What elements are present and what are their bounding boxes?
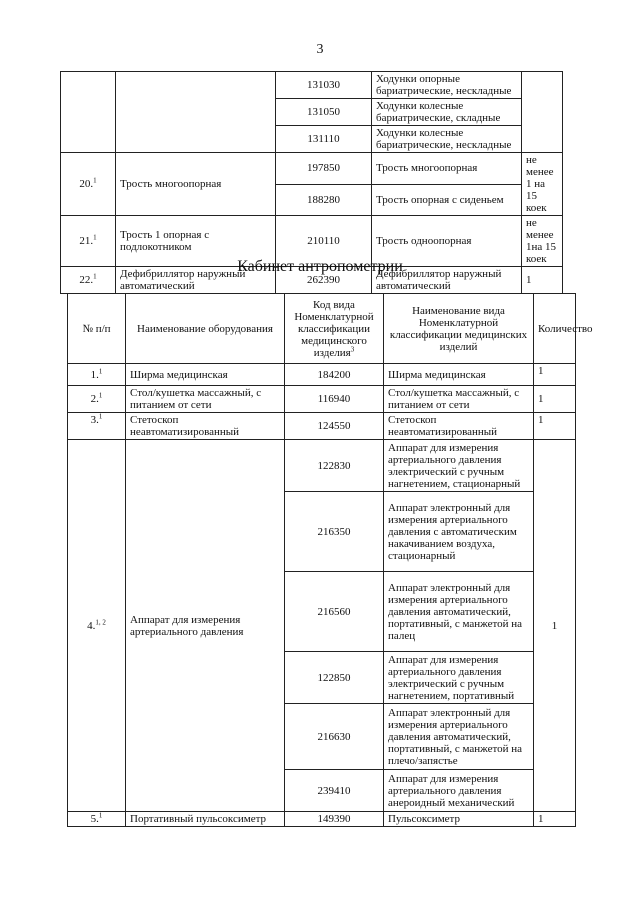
row-number: 4.$^{1, 2}$ <box>68 440 126 812</box>
row-number: 3.$^1$ <box>68 413 126 440</box>
quantity: 1 <box>534 812 576 827</box>
nomenclature-name: Аппарат электронный для измерения артериального давления автоматический, портативный, с манжетой на плечо/запястье <box>384 704 534 770</box>
equipment-name <box>116 72 276 153</box>
header-number: № п/п <box>68 294 126 364</box>
row-number: 2.$^1$ <box>68 386 126 413</box>
row-number: 5.$^1$ <box>68 812 126 827</box>
quantity: не менее 1 на 15 коек <box>522 153 563 216</box>
quantity: 1 <box>534 440 576 812</box>
table-row <box>68 440 576 492</box>
quantity: 1 <box>534 413 576 440</box>
equipment-name: Ширма медицинская <box>126 364 285 386</box>
table-header-row <box>68 294 576 364</box>
row-number: 1.$^1$ <box>68 364 126 386</box>
nomenclature-code: 131050 <box>276 99 372 126</box>
row-number <box>61 72 116 153</box>
nomenclature-name: Ходунки колесные бариатрические, складные <box>372 99 522 126</box>
nomenclature-code: 131030 <box>276 72 372 99</box>
nomenclature-code: 188280 <box>276 184 372 216</box>
equipment-name: Аппарат для измерения артериального давления <box>126 440 285 812</box>
nomenclature-code: 122850 <box>285 652 384 704</box>
nomenclature-name: Ширма медицинская <box>384 364 534 386</box>
equipment-name: Портативный пульсоксиметр <box>126 812 285 827</box>
row-number: 20.$^1$ <box>61 153 116 216</box>
header-equipment-name: Наименование оборудования <box>126 294 285 364</box>
nomenclature-code: 197850 <box>276 153 372 185</box>
quantity <box>522 72 563 153</box>
nomenclature-name: Пульсоксиметр <box>384 812 534 827</box>
table-row <box>68 364 576 386</box>
nomenclature-code: 131110 <box>276 126 372 153</box>
row-number: 22.$^1$ <box>61 267 116 294</box>
nomenclature-code: 239410 <box>285 770 384 812</box>
equipment-name: Стол/кушетка массажный, с питанием от сети <box>126 386 285 413</box>
anthropometry-equipment-table <box>67 293 593 827</box>
equipment-name: Стетоскоп неавтоматизированный <box>126 413 285 440</box>
nomenclature-name: Аппарат для измерения артериального давления электрический с ручным нагнетением, стационарный <box>384 440 534 492</box>
nomenclature-name: Ходунки колесные бариатрические, нескладные <box>372 126 522 153</box>
header-nomenclature-name: Наименование вида Номенклатурной классификации медицинских изделий <box>384 294 534 364</box>
equipment-name: Трость многоопорная <box>116 153 276 216</box>
nomenclature-name: Стол/кушетка массажный, с питанием от сети <box>384 386 534 413</box>
quantity: 1 <box>534 364 576 386</box>
quantity: 1 <box>534 386 576 413</box>
nomenclature-name: Аппарат для измерения артериального давления электрический с ручным нагнетением, портативный <box>384 652 534 704</box>
nomenclature-code: 122830 <box>285 440 384 492</box>
nomenclature-code: 149390 <box>285 812 384 827</box>
nomenclature-code: 216630 <box>285 704 384 770</box>
quantity: не менее 1на 15 коек <box>522 216 563 267</box>
page-number: 3 <box>316 42 324 57</box>
nomenclature-name: Аппарат электронный для измерения артериального давления с автоматическим накачиванием воздуха, стационарный <box>384 492 534 572</box>
table-row <box>61 72 563 99</box>
nomenclature-name: Трость одноопорная <box>372 216 522 267</box>
nomenclature-code: 210110 <box>276 216 372 267</box>
nomenclature-name: Аппарат для измерения артериального давления анероидный механический <box>384 770 534 812</box>
table-row <box>68 386 576 413</box>
nomenclature-code: 216560 <box>285 572 384 652</box>
section-title: Кабинет антропометрии <box>237 258 403 275</box>
nomenclature-name: Стетоскоп неавтоматизированный <box>384 413 534 440</box>
nomenclature-code: 116940 <box>285 386 384 413</box>
table-row <box>68 413 576 440</box>
quantity: 1 <box>522 267 563 294</box>
nomenclature-name: Аппарат электронный для измерения артериального давления автоматический, портативный, с манжетой на палец <box>384 572 534 652</box>
nomenclature-name: Трость многоопорная <box>372 153 522 185</box>
nomenclature-code: 124550 <box>285 413 384 440</box>
nomenclature-code: 262390 <box>276 267 372 294</box>
nomenclature-name: Дефибриллятор наружный автоматический <box>372 267 522 294</box>
equipment-name: Трость 1 опорная с подлокотником <box>116 216 276 267</box>
header-code: Код вида Номенклатурной классификации медицинского изделия$^3$ <box>285 294 384 364</box>
table-row <box>68 812 576 827</box>
nomenclature-code: 184200 <box>285 364 384 386</box>
nomenclature-code: 216350 <box>285 492 384 572</box>
header-quantity: Количество <box>534 294 576 364</box>
row-number: 21.$^1$ <box>61 216 116 267</box>
nomenclature-name: Ходунки опорные бариатрические, нескладные <box>372 72 522 99</box>
nomenclature-name: Трость опорная с сиденьем <box>372 184 522 216</box>
table-row <box>61 153 563 185</box>
equipment-name: Дефибриллятор наружный автоматический <box>116 267 276 294</box>
